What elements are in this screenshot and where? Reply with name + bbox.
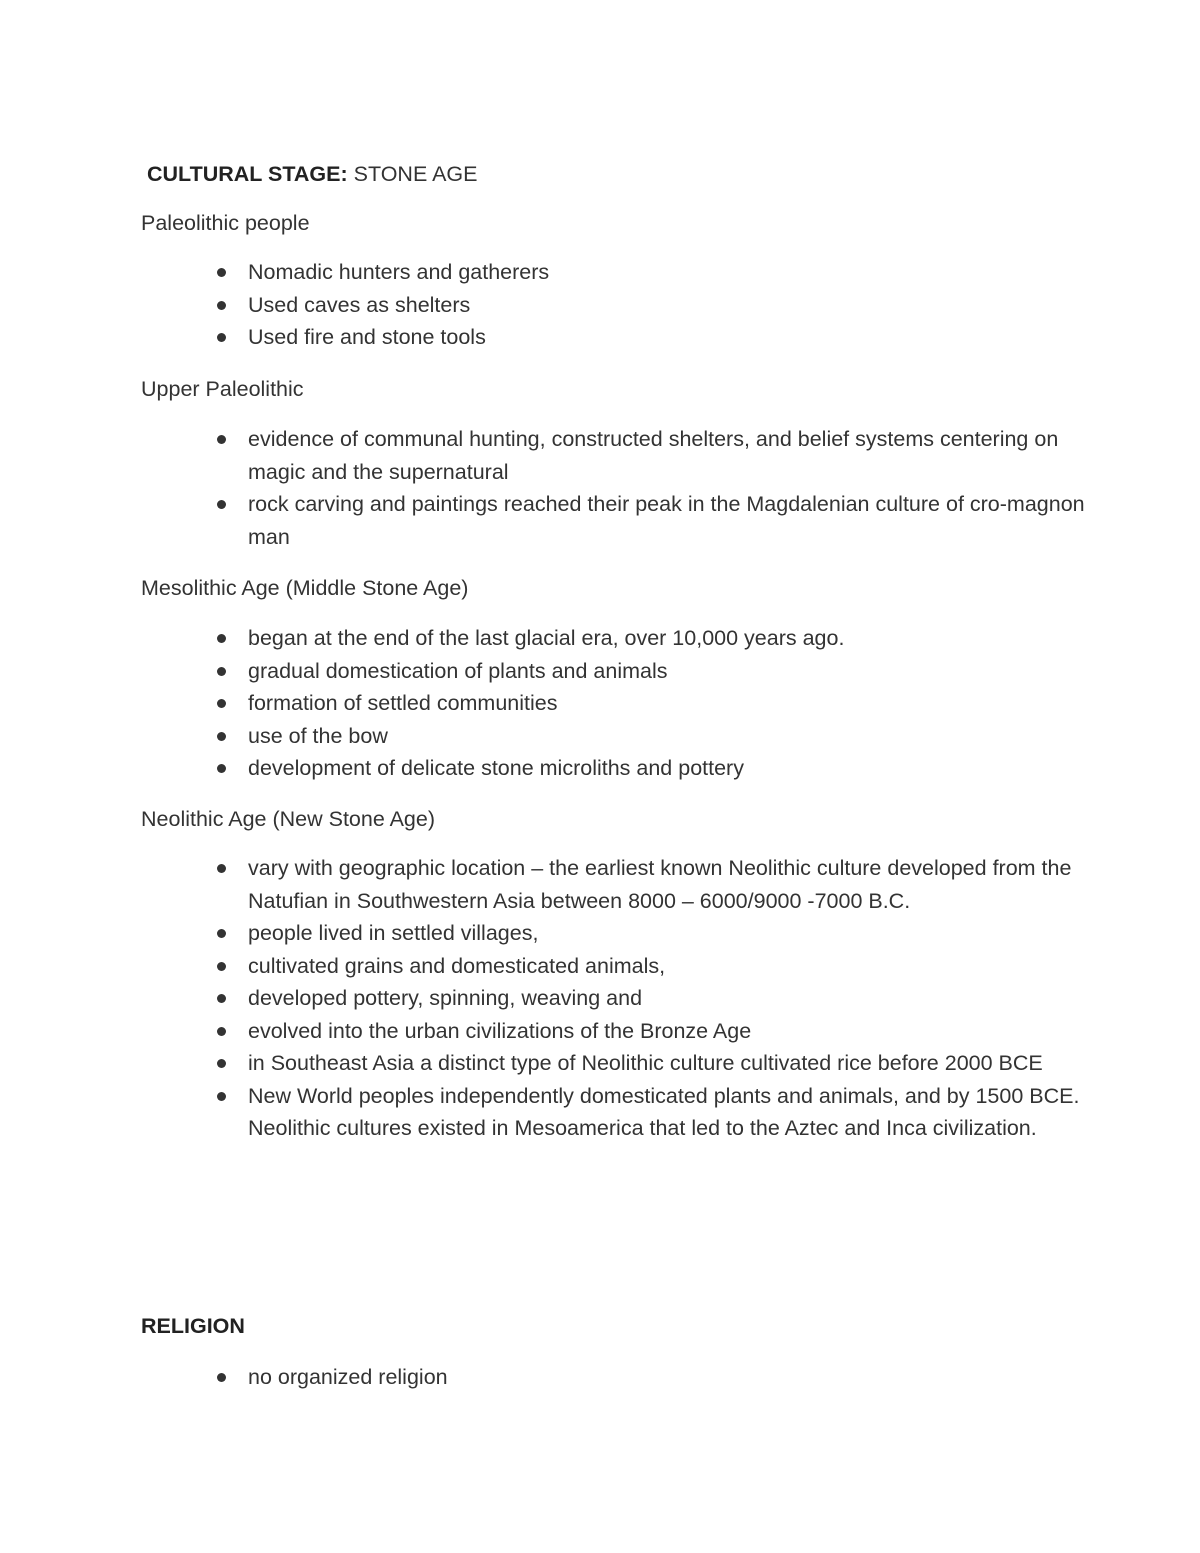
list-item: rock carving and paintings reached their peak in the Magdalenian culture of cro-magnon man (141, 488, 1088, 553)
list-item: developed pottery, spinning, weaving and (141, 982, 1088, 1015)
bullet-icon (217, 864, 226, 873)
bullet-icon (217, 500, 226, 509)
list-item: no organized religion (141, 1361, 1088, 1394)
bullet-icon (217, 929, 226, 938)
bullet-icon (217, 732, 226, 741)
section-upper-paleolithic (141, 373, 1081, 406)
section-heading: Upper Paleolithic (141, 377, 304, 401)
bullet-list (141, 256, 1081, 354)
title-value: STONE AGE (353, 162, 478, 186)
list-item: began at the end of the last glacial era, over 10,000 years ago. (141, 622, 1088, 655)
bullet-list (141, 1361, 1081, 1394)
section-paleolithic (141, 207, 1081, 240)
list-item: vary with geographic location – the earliest known Neolithic culture developed from the Natufian in Southwestern Asia between 8000 – 6000/9000 -7000 B.C. (141, 852, 1088, 917)
bullet-icon (217, 435, 226, 444)
list-neolithic (141, 852, 1081, 1145)
section-heading: Mesolithic Age (Middle Stone Age) (141, 576, 469, 600)
list-item: evolved into the urban civilizations of the Bronze Age (141, 1015, 1088, 1048)
list-item: Nomadic hunters and gatherers (141, 256, 1088, 289)
bullet-list (141, 622, 1081, 785)
bullet-list (141, 852, 1081, 1145)
list-item: development of delicate stone microliths and pottery (141, 752, 1088, 785)
bullet-icon (217, 1059, 226, 1068)
section-religion (141, 1310, 1081, 1343)
list-item: in Southeast Asia a distinct type of Neolithic culture cultivated rice before 2000 BCE (141, 1047, 1088, 1080)
title-block (141, 158, 1081, 191)
bullet-icon (217, 764, 226, 773)
bullet-icon (217, 1373, 226, 1382)
list-item: Used caves as shelters (141, 289, 1088, 322)
section-heading: Paleolithic people (141, 211, 310, 235)
list-item: formation of settled communities (141, 687, 1088, 720)
bullet-icon (217, 333, 226, 342)
section-mesolithic (141, 572, 1081, 605)
list-item: people lived in settled villages, (141, 917, 1088, 950)
section-neolithic (141, 803, 1081, 836)
list-paleolithic (141, 256, 1081, 354)
page-title (141, 158, 1081, 191)
list-item: gradual domestication of plants and animals (141, 655, 1088, 688)
list-item: cultivated grains and domesticated animals, (141, 950, 1088, 983)
list-mesolithic (141, 622, 1081, 785)
bullet-icon (217, 994, 226, 1003)
bullet-icon (217, 634, 226, 643)
bullet-icon (217, 268, 226, 277)
section-heading: Neolithic Age (New Stone Age) (141, 807, 435, 831)
bullet-list (141, 423, 1085, 553)
religion-heading: RELIGION (141, 1314, 245, 1338)
list-religion (141, 1361, 1081, 1394)
list-item: use of the bow (141, 720, 1088, 753)
bullet-icon (217, 667, 226, 676)
list-item: evidence of communal hunting, constructed shelters, and belief systems centering on magic and the supernatural (141, 423, 1088, 488)
bullet-icon (217, 962, 226, 971)
bullet-icon (217, 301, 226, 310)
bullet-icon (217, 1092, 226, 1101)
bullet-icon (217, 1027, 226, 1036)
list-upper-paleolithic (141, 423, 1085, 553)
title-label: CULTURAL STAGE: (146, 162, 348, 186)
list-item: New World peoples independently domesticated plants and animals, and by 1500 BCE. Neolithic cultures existed in Mesoamerica that led to the Aztec and Inca civilization. (141, 1080, 1088, 1145)
bullet-icon (217, 699, 226, 708)
list-item: Used fire and stone tools (141, 321, 1088, 354)
